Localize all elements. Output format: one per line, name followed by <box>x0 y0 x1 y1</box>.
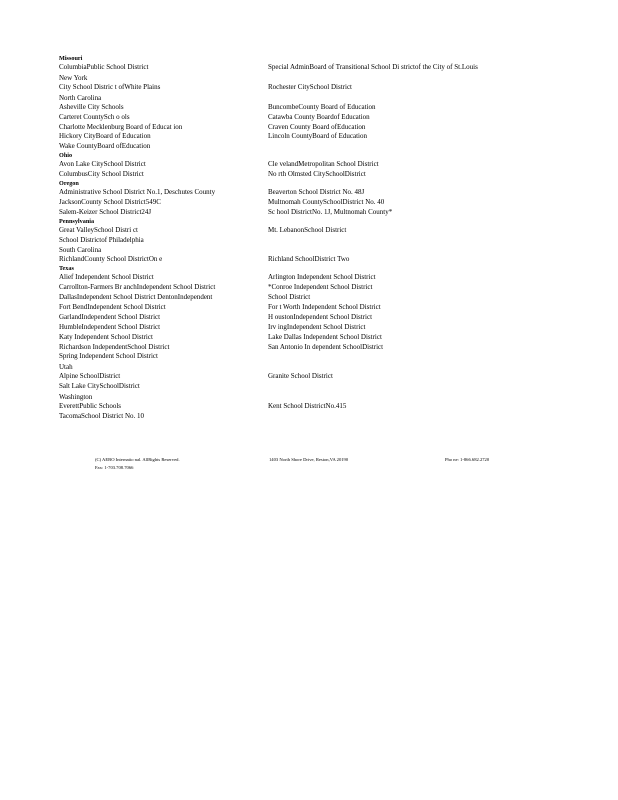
district-left: Asheville City Schools <box>59 102 124 111</box>
district-row <box>59 170 599 180</box>
district-left: Spring Independent School District <box>59 352 158 361</box>
district-right: Lake Dallas Independent School District <box>268 332 382 341</box>
footer-address: 1403 North Shore Drive, Reston,VA 20190 <box>269 457 349 462</box>
district-left: Great ValleySchool Distri ct <box>59 225 138 234</box>
footer-phone: Pho ne: 1-866.682.2720 <box>445 457 490 462</box>
district-right: Irv ingIndependent School District <box>268 322 366 331</box>
district-right: BuncombeCounty Board of Education <box>268 102 376 111</box>
district-left: Carteret CountySch o ols <box>59 112 130 121</box>
district-right: Multnomah CountySchoolDistrict No. 40 <box>268 197 385 206</box>
state-heading: Missouri <box>59 55 83 62</box>
state-name: Utah <box>59 363 73 372</box>
district-row <box>59 283 599 293</box>
district-row <box>59 236 599 246</box>
district-left: Salt Lake CitySchoolDistrict <box>59 382 140 391</box>
district-row <box>59 412 599 422</box>
district-left: Avon Lake CitySchool District <box>59 160 146 169</box>
document-footer <box>95 456 490 472</box>
district-left: City School Distric t ofWhite Plains <box>59 82 161 91</box>
district-row <box>59 313 599 323</box>
district-left: ColumbiaPublic School District <box>59 63 149 71</box>
district-right: *Conroe Independent School District <box>268 283 373 292</box>
state-heading <box>59 93 599 103</box>
footer-copyright: (C) AEBO Internatio nal. AllRights Reserved. <box>95 457 180 462</box>
district-left: JacksonCounty School District549C <box>59 197 161 206</box>
district-right: San Antonio In dependent SchoolDistrict <box>268 342 384 351</box>
state-name: North Carolina <box>59 93 102 102</box>
district-right: Beaverton School District No. 48J <box>268 188 365 197</box>
district-row <box>59 293 599 303</box>
district-row <box>59 352 599 362</box>
district-left: Katy Independent School District <box>59 332 153 341</box>
district-left: Administrative School District No.1, Deschutes County <box>59 188 216 197</box>
district-left: Charlotte Mecklenburg Board of Educat ion <box>59 122 183 131</box>
state-heading <box>59 362 599 372</box>
district-row <box>59 132 599 142</box>
district-row <box>59 226 599 236</box>
state-heading <box>59 73 599 83</box>
district-right: Lincoln CountyBoard of Education <box>268 132 367 141</box>
district-row <box>59 160 599 170</box>
state-heading: Texas <box>59 265 74 273</box>
district-right: H oustonIndependent School District <box>268 312 373 321</box>
district-row <box>59 255 599 265</box>
district-right: Kent School DistrictNo.415 <box>268 402 347 411</box>
district-left: Hickory CityBoard of Education <box>59 132 151 141</box>
district-row <box>59 103 599 113</box>
district-right: School District <box>268 293 311 302</box>
district-right: Sc hool DistrictNo. 1J, Multnomah County* <box>268 207 393 216</box>
district-right: Catawba County Boardof Education <box>268 112 370 121</box>
state-heading <box>59 245 599 255</box>
district-left: GarlandIndependent School District <box>59 312 161 321</box>
district-right: Craven County Board ofEducation <box>268 122 366 131</box>
document-body <box>59 55 599 422</box>
district-row <box>59 382 599 392</box>
district-left: Wake CountyBoard ofEducation <box>59 142 151 151</box>
district-row <box>59 123 599 133</box>
district-row <box>59 333 599 343</box>
district-left: DallasIndependent School District DentonIndependent <box>59 293 213 302</box>
district-left: Carrollton-Farmers Br anchIndependent School District <box>59 283 216 292</box>
district-row <box>59 63 599 73</box>
district-right: Mt. LebanonSchool District <box>268 225 347 234</box>
district-row <box>59 198 599 208</box>
district-left: Richardson IndependentSchool District <box>59 342 170 351</box>
district-row <box>59 113 599 123</box>
district-left: School Districtof Philadelphia <box>59 235 144 244</box>
district-row <box>59 83 599 93</box>
district-left: RichlandCounty School DistrictOn e <box>59 255 163 264</box>
footer-line-1 <box>95 456 490 464</box>
district-left: ColumbusCity School District <box>59 170 144 179</box>
district-row <box>59 343 599 353</box>
district-right: Cle velandMetropolitan School District <box>268 160 379 169</box>
district-row <box>59 372 599 382</box>
district-row <box>59 303 599 313</box>
district-left: Fort BendIndependent School District <box>59 303 166 312</box>
state-name: South Carolina <box>59 246 102 255</box>
district-left: HumbleIndependent School District <box>59 322 161 331</box>
state-name: Washington <box>59 393 93 402</box>
district-row <box>59 273 599 283</box>
district-row <box>59 208 599 218</box>
district-right: Granite School District <box>268 372 333 381</box>
district-row <box>59 323 599 333</box>
district-right: Arlington Independent School District <box>268 273 376 282</box>
district-right: No rth Olmsted CitySchoolDistrict <box>268 170 366 179</box>
district-right: For t Worth Independent School District <box>268 303 381 312</box>
district-row <box>59 142 599 152</box>
state-name: New York <box>59 73 88 82</box>
state-heading: Oregon <box>59 180 79 188</box>
district-left: Alpine SchoolDistrict <box>59 372 121 381</box>
district-left: Salem-Keizer School District24J <box>59 207 152 216</box>
state-heading: Pennsylvania <box>59 217 95 225</box>
district-right: Special AdminBoard of Transitional School Di strictof the City of St.Louis <box>268 63 478 71</box>
district-left: TacomaSchool District No. 10 <box>59 412 145 421</box>
district-row <box>59 402 599 412</box>
state-heading <box>59 392 599 402</box>
state-heading: Ohio <box>59 152 73 160</box>
district-right: Rochester CitySchool District <box>268 82 352 91</box>
district-row <box>59 188 599 198</box>
footer-fax: Fax: 1-703.708.7066 <box>95 465 134 470</box>
district-left: Alief Independent School District <box>59 273 154 282</box>
district-left: EverettPublic Schools <box>59 402 122 411</box>
district-right: Richland SchoolDistrict Two <box>268 255 350 264</box>
